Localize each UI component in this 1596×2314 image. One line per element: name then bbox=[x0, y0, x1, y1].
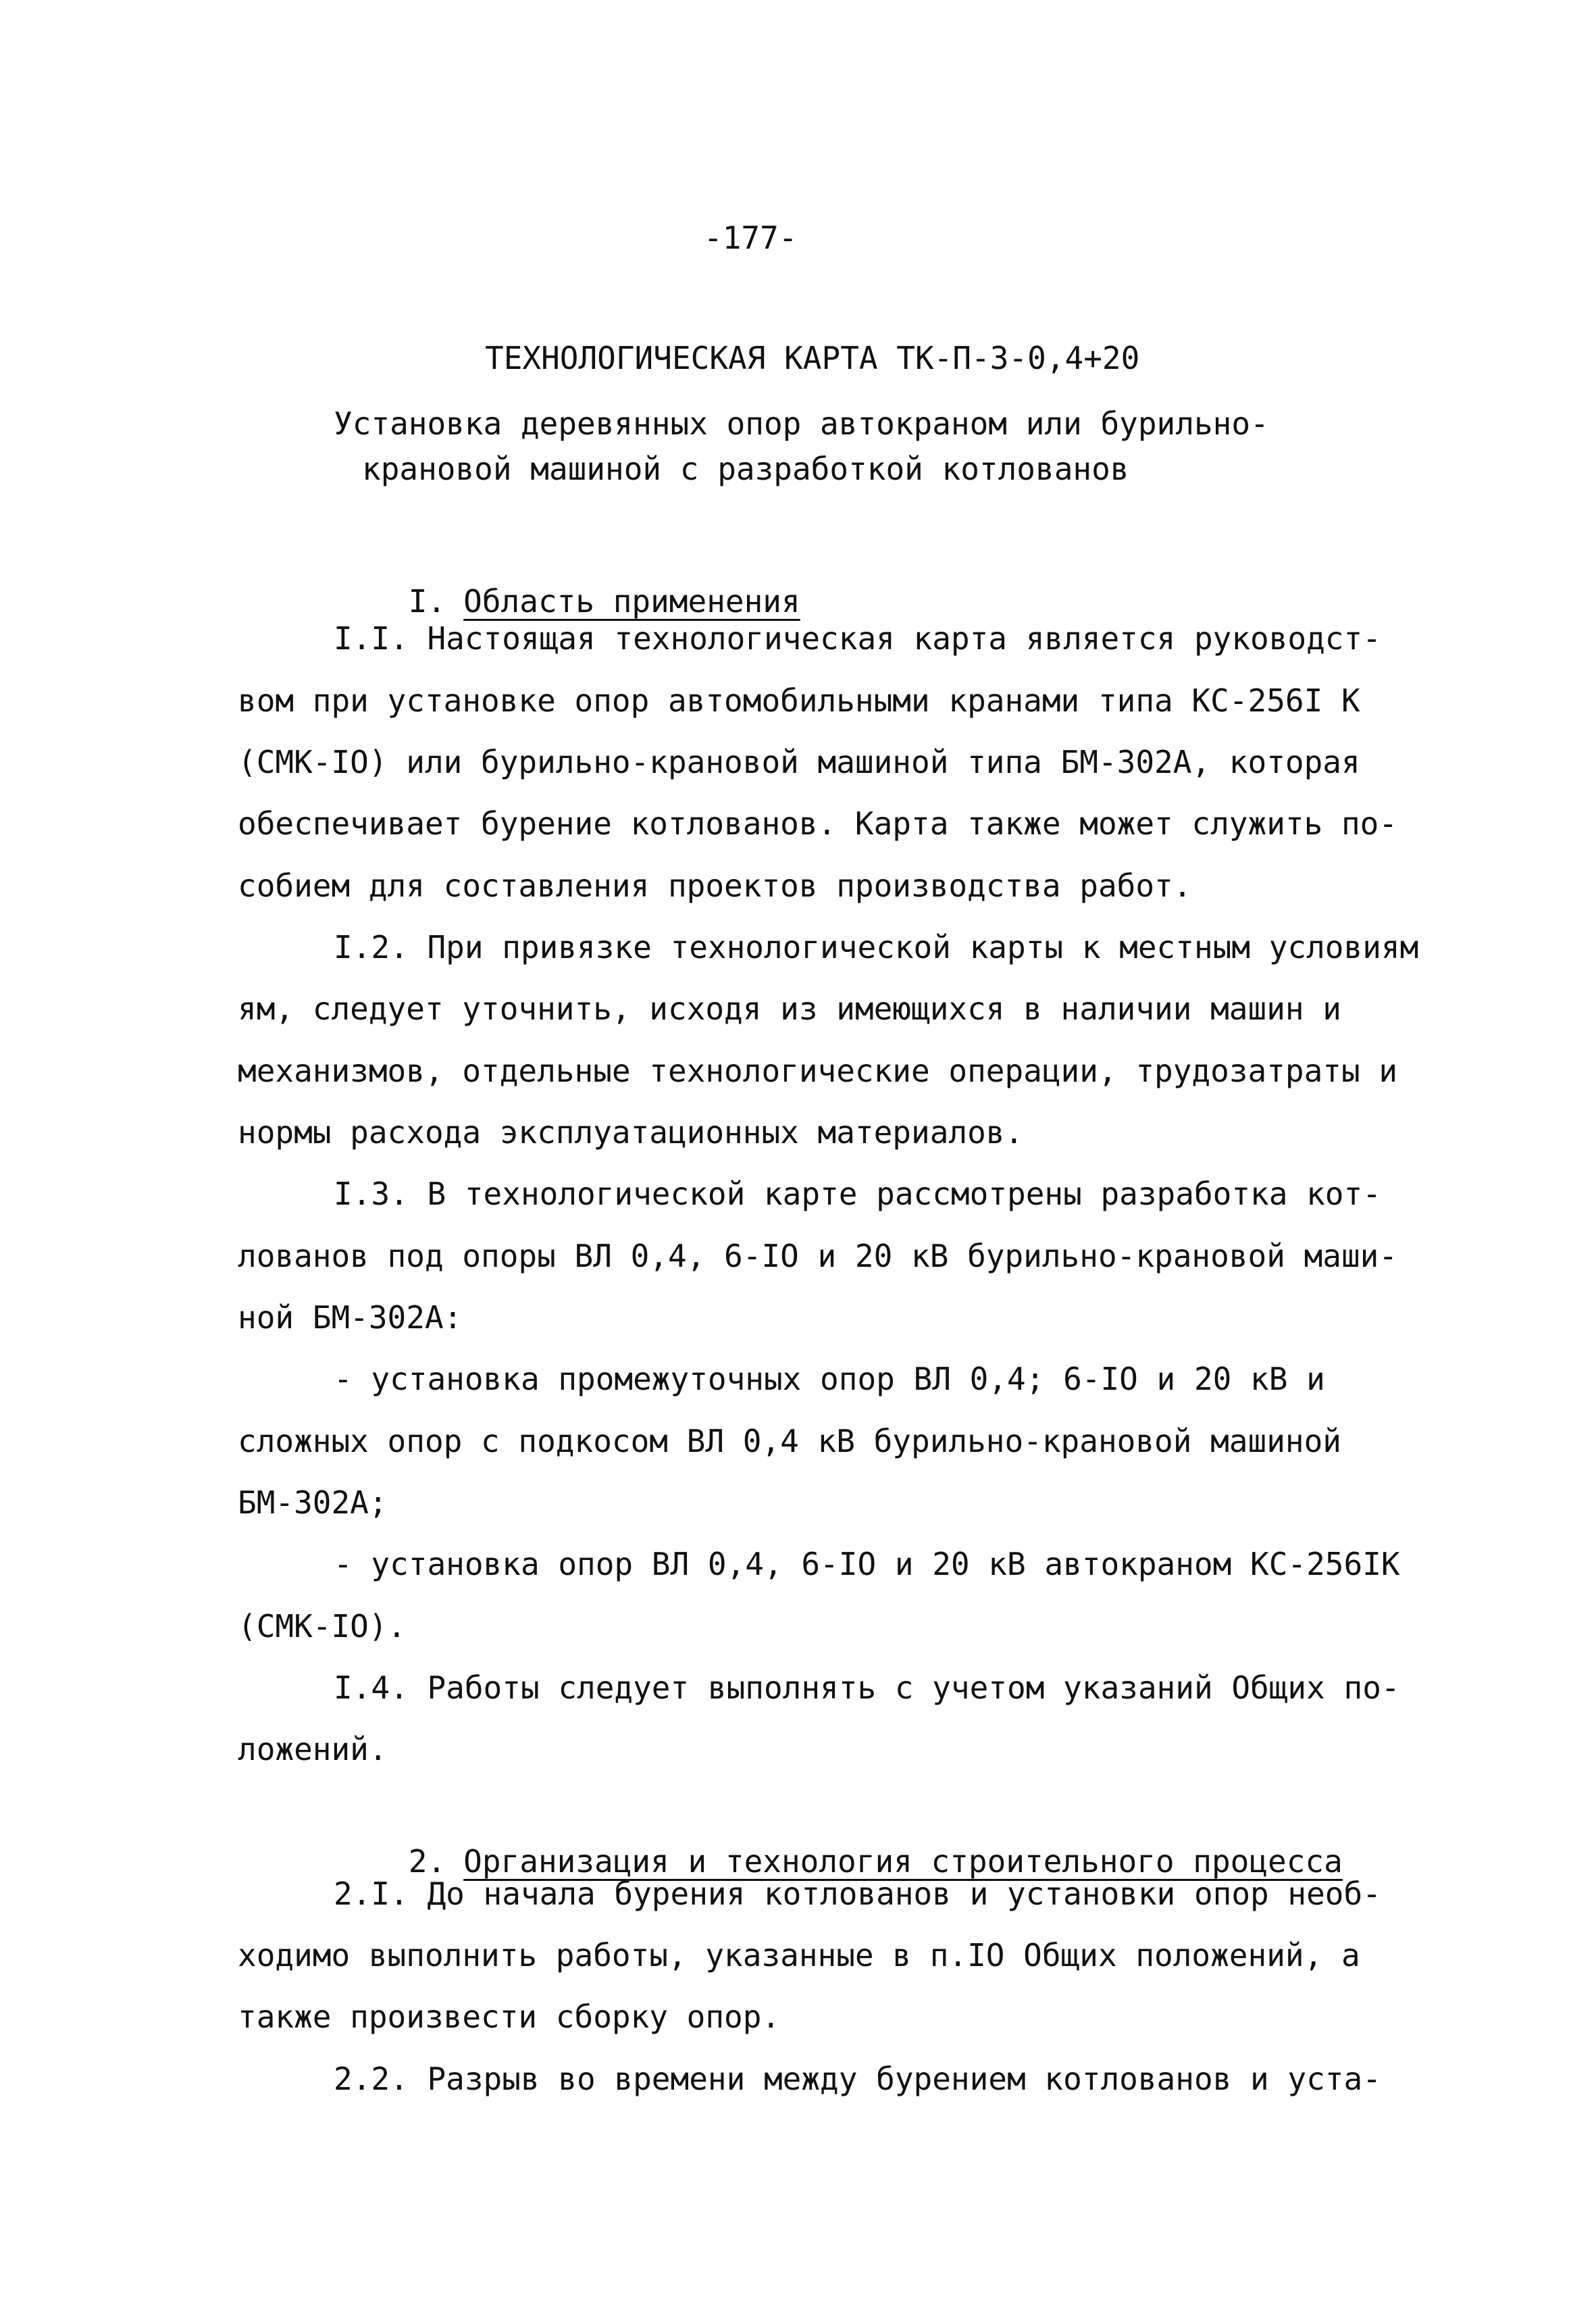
paragraph-line: I.I. Настоящая технологическая карта является руководст- bbox=[334, 620, 1381, 657]
subtitle-line-1: Установка деревянных опор автокраном или бурильно- bbox=[334, 405, 1269, 442]
section-title: Область применения bbox=[463, 583, 800, 620]
paragraph-line: обеспечивает бурение котлованов. Карта также может служить по- bbox=[238, 805, 1398, 842]
list-item-line: - установка промежуточных опор ВЛ 0,4; 6-IO и 20 кВ и bbox=[334, 1361, 1325, 1397]
section-number: I. bbox=[408, 583, 446, 620]
paragraph-line: I.3. В технологической карте рассмотрены разработка кот- bbox=[334, 1176, 1381, 1212]
paragraph-line: лованов под опоры ВЛ 0,4, 6-IO и 20 кВ бурильно-крановой маши- bbox=[238, 1238, 1398, 1274]
paragraph-line: ной БМ-302А: bbox=[238, 1299, 463, 1336]
paragraph-line: (СМК-IO) или бурильно-крановой машиной типа БМ-302А, которая bbox=[238, 744, 1360, 780]
paragraph-line: ложений. bbox=[238, 1731, 388, 1767]
paragraph-line: ходимо выполнить работы, указанные в п.IO Общих положений, а bbox=[238, 1937, 1360, 1973]
list-item-line: (СМК-IO). bbox=[238, 1608, 407, 1644]
document-title: ТЕХНОЛОГИЧЕСКАЯ КАРТА ТК-П-3-0,4+20 bbox=[485, 340, 1140, 376]
section-title: Организация и технология строительного процесса bbox=[463, 1843, 1343, 1880]
paragraph-line: вом при установке опор автомобильными кранами типа КС-256I К bbox=[238, 682, 1360, 719]
paragraph-line: 2.2. Разрыв во времени между бурением котлованов и уста- bbox=[334, 2061, 1381, 2097]
list-item-line: - установка опор ВЛ 0,4, 6-IO и 20 кВ автокраном КС-256IK bbox=[334, 1546, 1400, 1582]
paragraph-line: I.4. Работы следует выполнять с учетом указаний Общих по- bbox=[334, 1669, 1400, 1706]
paragraph-line: I.2. При привязке технологической карты к местным условиям bbox=[334, 929, 1419, 965]
paragraph-line: также произвести сборку опор. bbox=[238, 1998, 781, 2035]
section-number: 2. bbox=[408, 1843, 446, 1880]
paragraph-line: нормы расхода эксплуатационных материалов. bbox=[238, 1114, 1024, 1151]
list-item-line: БМ-302А; bbox=[238, 1484, 388, 1521]
list-item-line: сложных опор с подкосом ВЛ 0,4 кВ бурильно-крановой машиной bbox=[238, 1423, 1341, 1459]
paragraph-line: механизмов, отдельные технологические операции, трудозатраты и bbox=[238, 1053, 1398, 1089]
subtitle-line-2: крановой машиной с разработкой котлованов bbox=[362, 451, 1129, 487]
paragraph-line: ям, следует уточнить, исходя из имеющихся в наличии машин и bbox=[238, 990, 1341, 1027]
paragraph-line: 2.I. До начала бурения котлованов и установки опор необ- bbox=[334, 1876, 1381, 1912]
paragraph-line: собием для составления проектов производства работ. bbox=[238, 867, 1192, 904]
page-number: -177- bbox=[704, 220, 798, 256]
